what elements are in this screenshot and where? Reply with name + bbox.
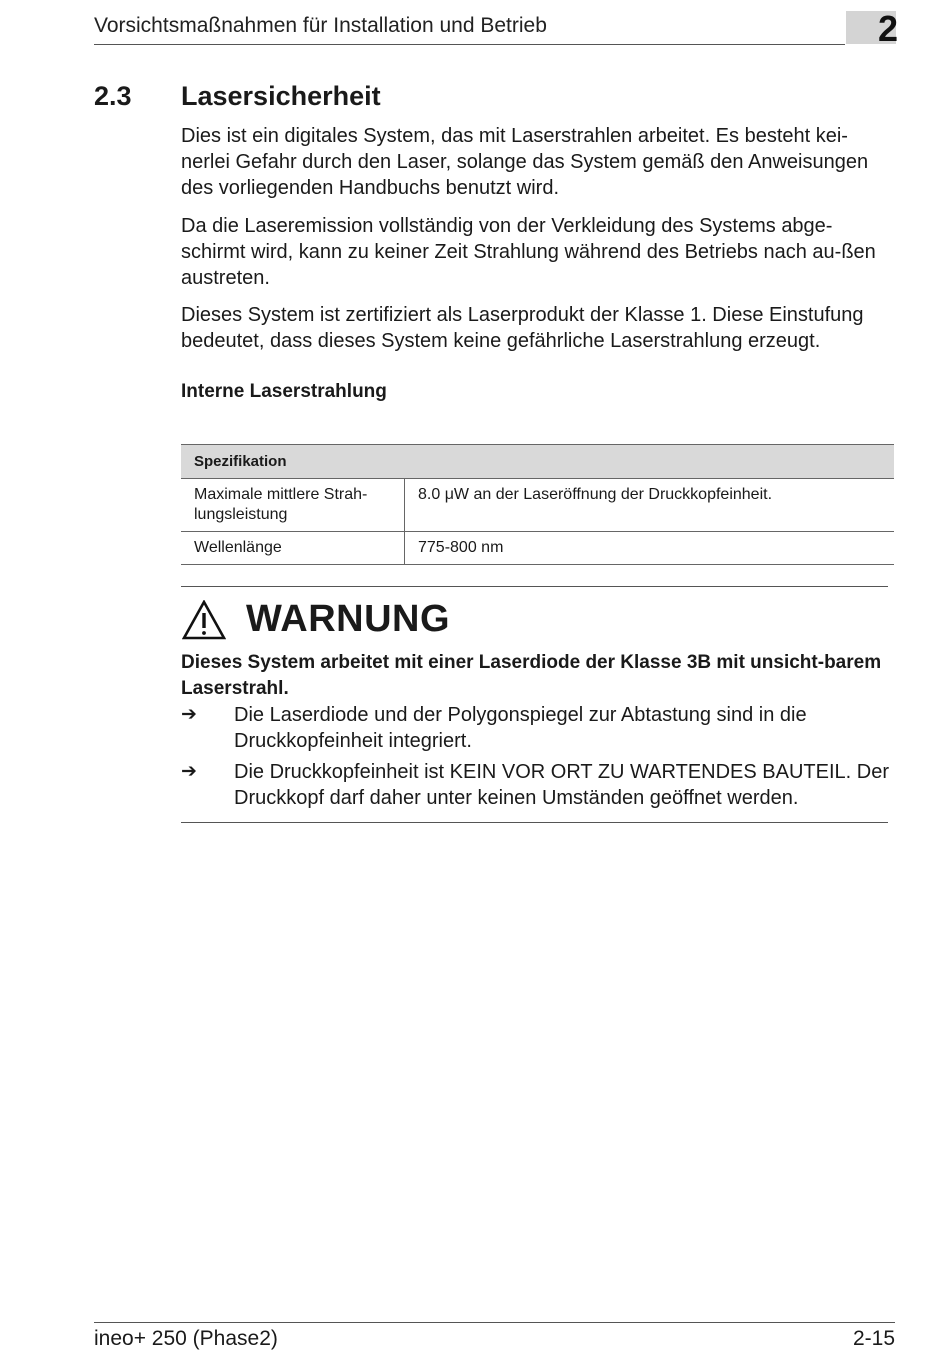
paragraph: Dieses System ist zertifiziert als Laserprodukt der Klasse 1. Diese Einstufung bedeutet, dass dieses System keine gefährliche Laserstrahlung erzeugt. <box>181 304 864 352</box>
footer-divider <box>94 1322 895 1323</box>
warning-lead-text: Dieses System arbeitet mit einer Laserdiode der Klasse 3B mit unsicht-barem Laserstrahl. <box>181 652 882 699</box>
header-divider <box>94 44 845 45</box>
table-row <box>181 479 894 532</box>
subheading: Interne Laserstrahlung <box>181 381 387 402</box>
arrow-bullet-icon: ➔ <box>181 704 197 725</box>
chapter-number: 2 <box>877 8 898 49</box>
table-cell-value: 8.0 μW an der Laseröffnung der Druckkopfeinheit. <box>405 479 895 532</box>
warning-top-rule <box>181 586 888 587</box>
section-title: Lasersicherheit <box>181 81 381 111</box>
warning-bullet: Die Druckkopfeinheit ist KEIN VOR ORT ZU WARTENDES BAUTEIL. Der Druckkopf darf daher unter keinen Umständen geöffnet werden. <box>234 761 889 809</box>
spec-table <box>181 444 894 565</box>
table-cell-label: Maximale mittlere Strah-lungsleistung <box>181 479 405 532</box>
paragraph: Da die Laseremission vollständig von der Verkleidung des Systems abge-schirmt wird, kann zu keiner Zeit Strahlung während des Betriebs nach au-ßen austreten. <box>181 215 876 289</box>
page-number: 2-15 <box>852 1327 895 1350</box>
warning-triangle-icon <box>182 600 226 640</box>
table-row <box>181 532 894 565</box>
table-cell-value: 775-800 nm <box>405 532 895 565</box>
table-header-row <box>181 445 894 479</box>
section-number: 2.3 <box>94 81 132 111</box>
footer-product-name: ineo+ 250 (Phase2) <box>94 1327 278 1350</box>
warning-title: WARNUNG <box>246 598 451 640</box>
table-header: Spezifikation <box>181 445 894 479</box>
warning-bottom-rule <box>181 822 888 823</box>
table-cell-label: Wellenlänge <box>181 532 405 565</box>
paragraph: Dies ist ein digitales System, das mit Laserstrahlen arbeitet. Es besteht kei-nerlei Gefahr durch den Laser, solange das System gemäß den Anweisungen des vorliegenden Handbuchs benutzt wird. <box>181 125 869 199</box>
running-header-title: Vorsichtsmaßnahmen für Installation und Betrieb <box>94 14 547 37</box>
warning-bullet: Die Laserdiode und der Polygonspiegel zur Abtastung sind in die Druckkopfeinheit integriert. <box>234 704 807 752</box>
arrow-bullet-icon: ➔ <box>181 761 197 782</box>
